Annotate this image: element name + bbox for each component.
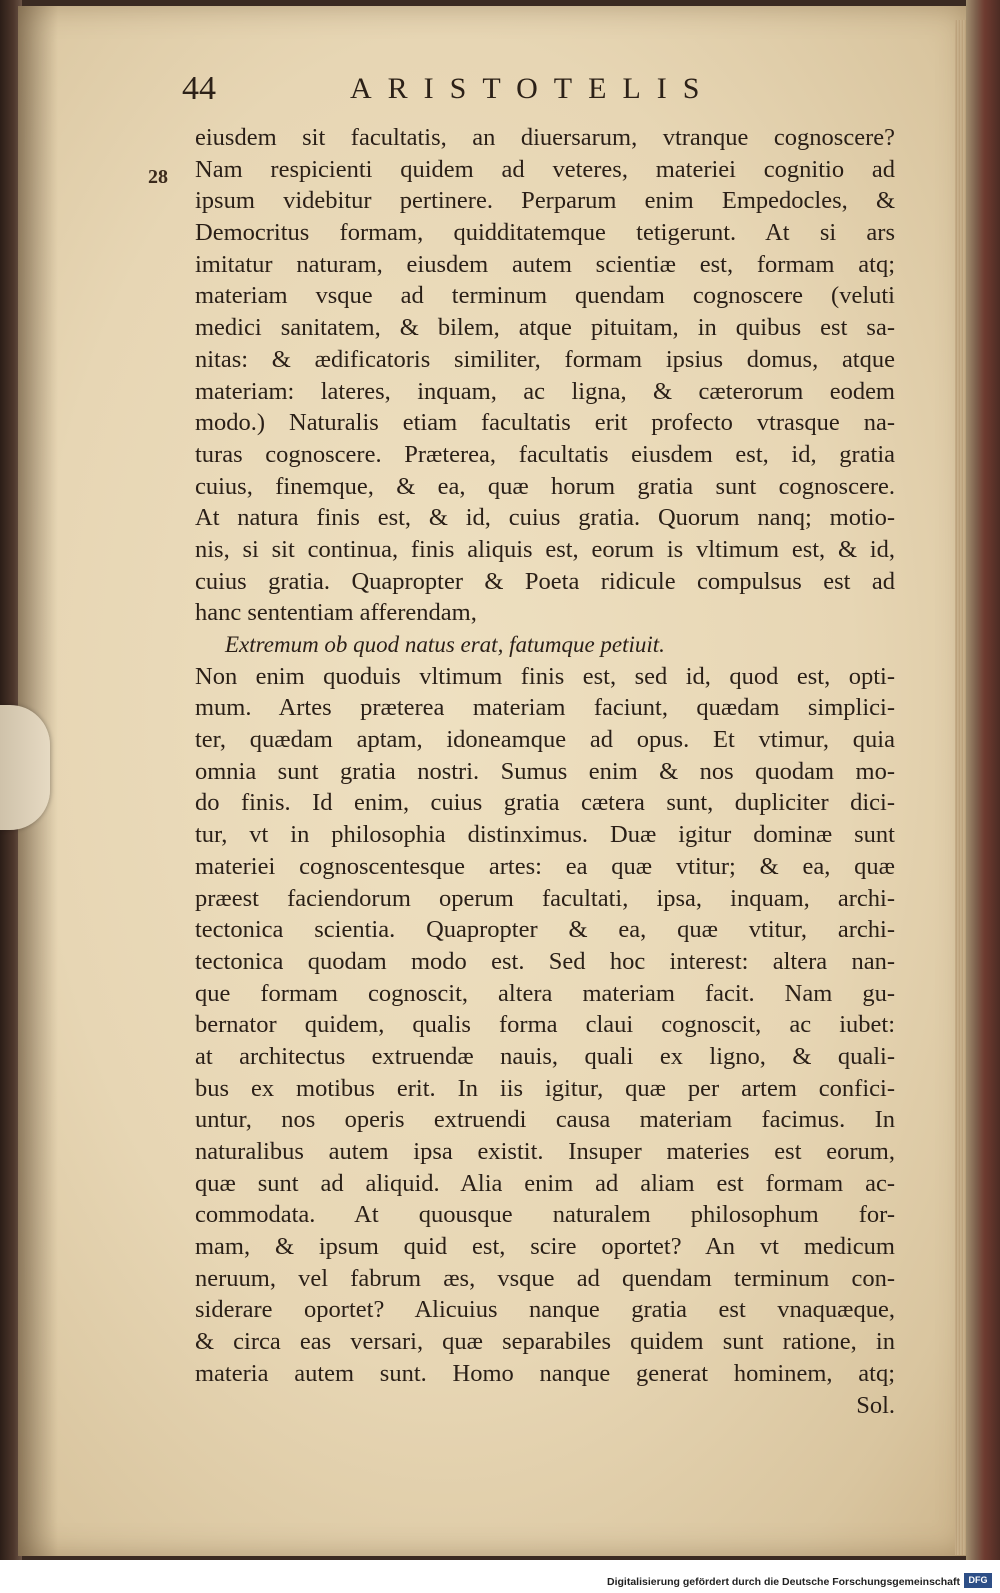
text-line: cuius, finemque, & ea, quæ horum gratia sunt cognoscere. bbox=[195, 472, 895, 500]
text-line: Democritus formam, quidditatemque tetigerunt. At si ars bbox=[195, 219, 895, 247]
text-line: tectonica scientia. Quapropter & ea, quæ vtitur, archi- bbox=[195, 916, 895, 944]
text-line: ipsum videbitur pertinere. Perparum enim Empedocles, & bbox=[195, 187, 895, 215]
text-line: eiusdem sit facultatis, an diuersarum, vtranque cognoscere? bbox=[195, 124, 895, 151]
margin-note: 28 bbox=[148, 166, 168, 188]
text-line: medici sanitatem, & bilem, atque pituitam, in quibus est sa- bbox=[195, 314, 895, 342]
verse-line: Extremum ob quod natus erat, fatumque petiuit. bbox=[225, 632, 665, 657]
binding-right bbox=[966, 0, 1000, 1560]
page-header bbox=[182, 70, 892, 114]
running-title: ARISTOTELIS bbox=[350, 72, 716, 105]
dfg-logo-icon: DFG bbox=[964, 1573, 992, 1588]
text-line: cuius gratia. Quapropter & Poeta ridicule compulsus est ad bbox=[195, 567, 895, 595]
text-line: hanc sententiam afferendam, bbox=[195, 599, 477, 627]
text-line: materiam vsque ad terminum quendam cognoscere (veluti bbox=[195, 282, 895, 310]
text-line: materiam: lateres, inquam, ac ligna, & cæterorum eodem bbox=[195, 377, 895, 405]
page-number: 44 bbox=[182, 70, 216, 107]
text-line: bus ex motibus erit. In iis igitur, quæ per artem confici- bbox=[195, 1074, 895, 1102]
text-line: & circa eas versari, quæ separabiles quidem sunt ratione, in bbox=[195, 1328, 895, 1356]
text-line: bernator quidem, qualis forma claui cognoscit, ac iubet: bbox=[195, 1011, 895, 1039]
text-line: At natura finis est, & id, cuius gratia. Quorum nanq; motio- bbox=[195, 504, 895, 532]
text-line: nis, si sit continua, finis aliquis est, eorum is vltimum est, & id, bbox=[195, 535, 895, 563]
text-line: que formam cognoscit, altera materiam facit. Nam gu- bbox=[195, 979, 895, 1007]
text-line: modo.) Naturalis etiam facultatis erit profecto vtrasque na- bbox=[195, 409, 895, 437]
funding-credit: Digitalisierung gefördert durch die Deutsche Forschungsgemeinschaft bbox=[607, 1576, 960, 1588]
text-line: at architectus extruendæ nauis, quali ex ligno, & quali- bbox=[195, 1042, 895, 1070]
text-line: nitas: & ædificatoris similiter, formam ipsius domus, atque bbox=[195, 345, 895, 373]
text-line: commodata. At quousque naturalem philosophum for- bbox=[195, 1201, 895, 1229]
text-line: do finis. Id enim, cuius gratia cætera sunt, dupliciter dici- bbox=[195, 789, 895, 817]
text-line: materia autem sunt. Homo nanque generat hominem, atq; bbox=[195, 1359, 895, 1387]
text-line: omnia sunt gratia nostri. Sumus enim & nos quodam mo- bbox=[195, 757, 895, 785]
text-line: imitatur naturam, eiusdem autem scientiæ est, formam atq; bbox=[195, 250, 895, 278]
body-text bbox=[195, 122, 895, 1421]
text-line: Nam respicienti quidem ad veteres, materiei cognitio ad bbox=[195, 155, 895, 183]
text-line: ter, quædam aptam, idoneamque ad opus. Et vtimur, quia bbox=[195, 726, 895, 754]
text-line: untur, nos operis extruendi causa materiam facimus. In bbox=[195, 1106, 895, 1134]
text-line: materiei cognoscentesque artes: ea quæ vtitur; & ea, quæ bbox=[195, 852, 895, 880]
text-line: mam, & ipsum quid est, scire oportet? An vt medicum bbox=[195, 1233, 895, 1261]
text-line: naturalibus autem ipsa existit. Insuper materies est eorum, bbox=[195, 1138, 895, 1165]
clasp-tab bbox=[0, 705, 50, 830]
text-line: tectonica quodam modo est. Sed hoc interest: altera nan- bbox=[195, 947, 895, 975]
text-line: mum. Artes præterea materiam faciunt, quædam simplici- bbox=[195, 694, 895, 722]
catchword: Sol. bbox=[856, 1391, 895, 1419]
text-line: siderare oportet? Alicuius nanque gratia est vnaquæque, bbox=[195, 1296, 895, 1324]
text-line: præest faciendorum operum facultati, ipsa, inquam, archi- bbox=[195, 884, 895, 912]
text-line: Non enim quoduis vltimum finis est, sed id, quod est, opti- bbox=[195, 662, 895, 690]
text-line: tur, vt in philosophia distinximus. Duæ igitur dominæ sunt bbox=[195, 821, 895, 849]
text-line: quæ sunt ad aliquid. Alia enim ad aliam est formam ac- bbox=[195, 1169, 895, 1197]
text-line: turas cognoscere. Præterea, facultatis eiusdem est, id, gratia bbox=[195, 440, 895, 468]
text-line: neruum, vel fabrum æs, vsque ad quendam terminum con- bbox=[195, 1264, 895, 1292]
